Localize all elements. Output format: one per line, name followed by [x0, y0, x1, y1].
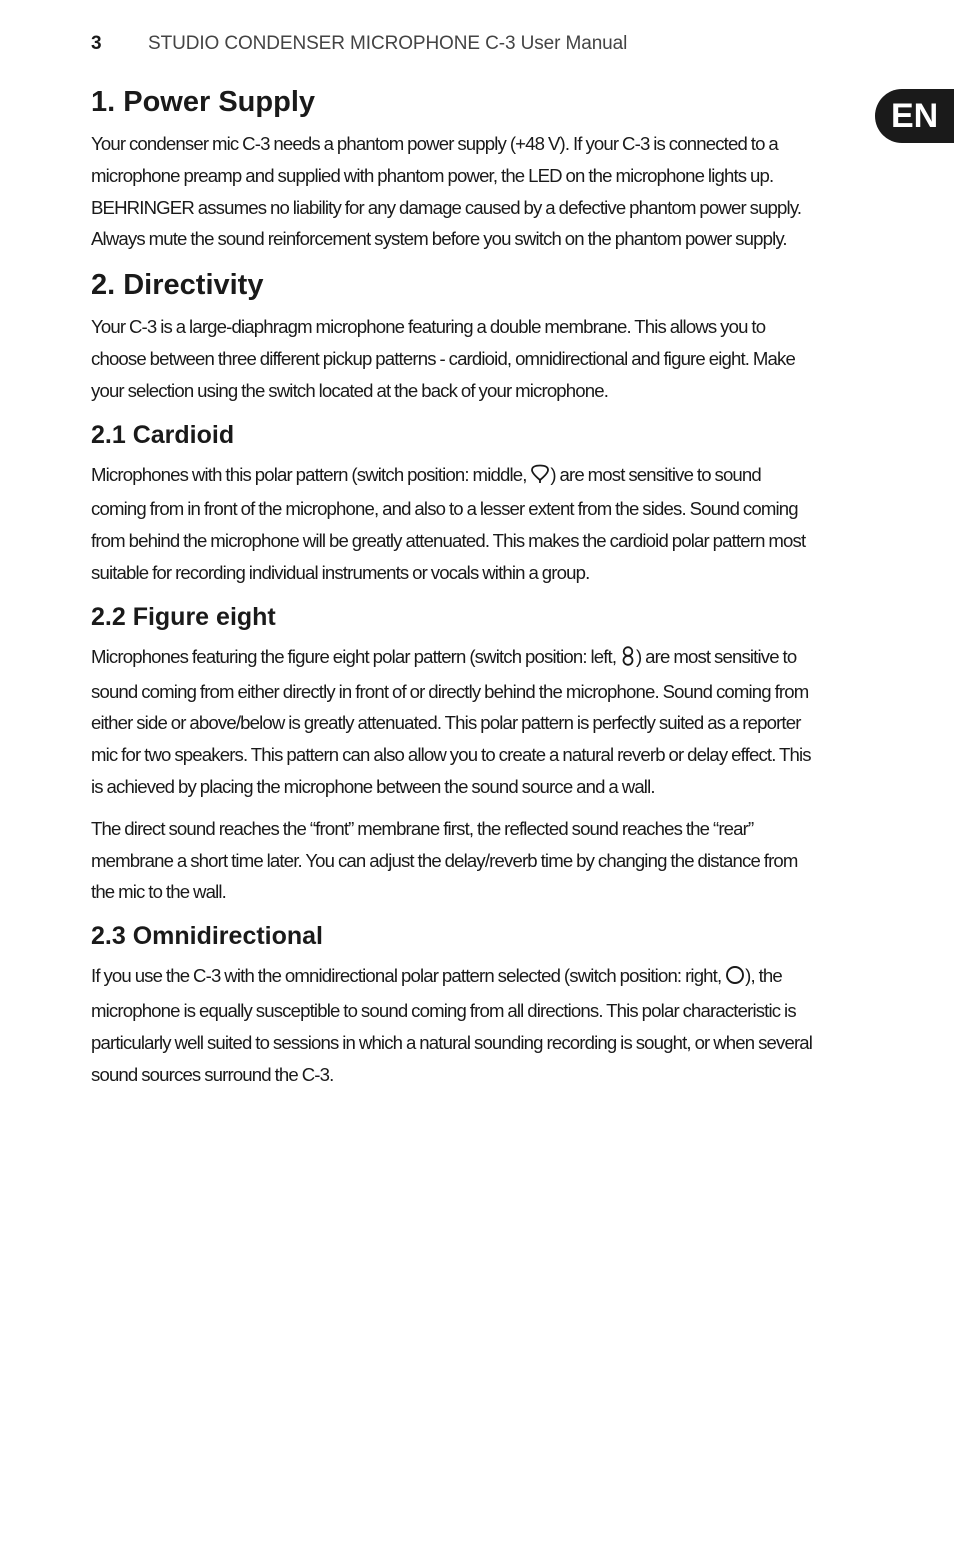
figure-eight-text-2: The direct sound reaches the “front” membrane first, the reflected sound reaches the “rear” membrane a short time later. You can adjust the delay/reverb time by changing the distance from the mic to the wall.: [91, 817, 798, 903]
figure-eight-text: [91, 641, 817, 803]
heading-power-supply: 1. Power Supply: [91, 86, 315, 118]
heading-directivity: 2. Directivity: [91, 269, 264, 302]
page-header: [91, 33, 627, 55]
section-cardioid: [91, 417, 817, 589]
omni-text-part2: ), the microphone is equally susceptible to sound coming from all directions. This polar characteristic is particularly well suited to sessions in which a natural sounding recording is sought, or when several sound sources surround the C-3.: [91, 965, 813, 1085]
cardioid-text: [91, 459, 817, 589]
directivity-text: Your C-3 is a large-diaphragm microphone featuring a double membrane. This allows you to choose between three different pickup patterns - cardioid, omnidirectional and figure eight. Make your selection using the switch located at the back of your microphone.: [91, 316, 795, 401]
figure-eight-text-part1: Microphones featuring the figure eight polar pattern (switch position: left,: [91, 645, 621, 667]
cardioid-text-part1: Microphones with this polar pattern (switch position: middle,: [91, 463, 531, 485]
omni-pattern-icon: [725, 963, 745, 995]
cardioid-pattern-icon: [530, 462, 550, 494]
section-omnidirectional: [91, 918, 817, 1090]
figure-eight-pattern-icon: [620, 644, 636, 676]
section-power-supply: [91, 82, 817, 255]
page-number: 3: [91, 33, 102, 54]
manual-title: STUDIO CONDENSER MICROPHONE C-3 User Manual: [148, 33, 628, 54]
heading-cardioid: 2.1 Cardioid: [91, 420, 235, 449]
heading-figure-eight: 2.2 Figure eight: [91, 602, 276, 631]
page-content: [91, 82, 817, 1100]
heading-omnidirectional: 2.3 Omnidirectional: [91, 922, 324, 951]
omni-text-part1: If you use the C-3 with the omnidirectional polar pattern selected (switch position: right,: [91, 965, 726, 987]
figure-eight-text-part2: ) are most sensitive to sound coming from either directly in front of or directly behind the microphone. Sound coming from either side or above/below is greatly attenuated. This polar pattern is perfectly suited as a reporter mic for two speakers. This pattern can also allow you to create a natural reverb or delay effect. This is achieved by placing the microphone between the sound source and a wall.: [91, 645, 811, 797]
power-supply-text: Your condenser mic C-3 needs a phantom power supply (+48 V). If your C-3 is connected to a microphone preamp and supplied with phantom power, the LED on the microphone lights up. BEHRINGER assumes no liability for any damage caused by a defective phantom power supply. Always mute the sound reinforcement system before you switch on the phantom power supply.: [91, 133, 802, 250]
omnidirectional-text: [91, 960, 817, 1090]
section-figure-eight: [91, 599, 817, 908]
section-directivity: [91, 265, 817, 406]
language-tab: EN: [875, 89, 954, 143]
cardioid-text-part2: ) are most sensitive to sound coming from in front of the microphone, and also to a lesser extent from the sides. Sound coming from behind the microphone will be greatly attenuated. This makes the cardioid polar pattern most suitable for recording individual instruments or vocals within a group.: [91, 463, 806, 583]
